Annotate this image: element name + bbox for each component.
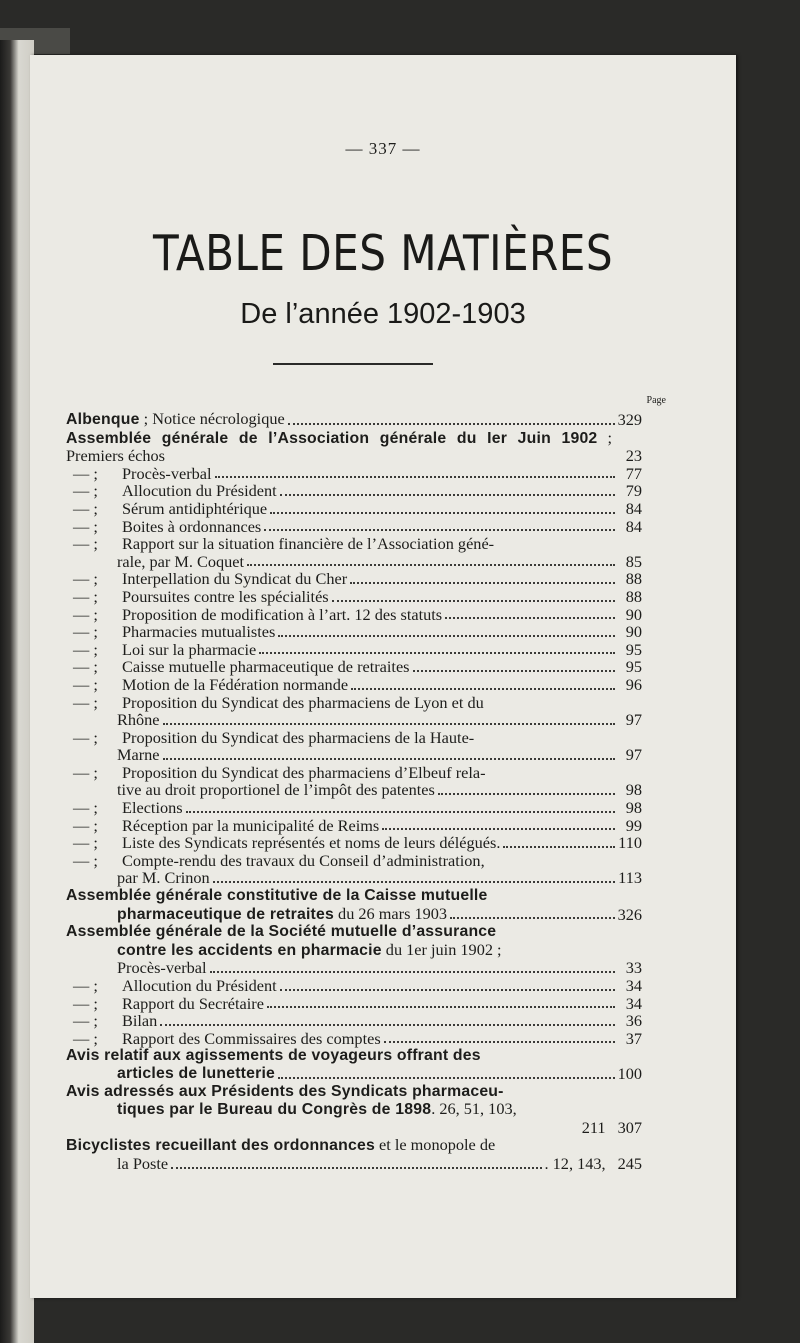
entry-page: 90 [625, 604, 642, 624]
dot-leader [215, 475, 615, 478]
toc-entry[interactable] [66, 817, 642, 835]
entry-text: Réception par la municipalité de Reims [122, 815, 380, 835]
toc-entry[interactable] [66, 658, 642, 676]
dot-leader [382, 827, 615, 830]
dot-leader [247, 563, 615, 566]
toc-entry[interactable] [66, 995, 642, 1013]
entry-heading-continued: articles de lunetterie [117, 1064, 276, 1082]
toc-entry[interactable] [66, 977, 642, 995]
dot-leader [350, 581, 615, 584]
dot-leader [438, 792, 615, 795]
entry-text: Rapport des Commissaires des comptes [122, 1028, 381, 1048]
ditto-mark: — ; [73, 639, 98, 659]
table-of-contents [66, 410, 642, 1173]
entry-text: Pharmacies mutualistes [122, 622, 276, 642]
ditto-mark: — ; [73, 850, 98, 870]
entry-text: Rapport sur la situation financière de l’Association géné- [122, 534, 495, 554]
entry-text: ; Notice nécrologique [139, 409, 285, 428]
entry-page: 84 [625, 516, 642, 536]
dot-leader [278, 1076, 615, 1079]
entry-page: 95 [625, 657, 642, 677]
entry-page: 79 [625, 481, 642, 501]
ditto-mark: — ; [73, 1011, 98, 1031]
ditto-mark: — ; [73, 569, 98, 589]
entry-text: Proposition du Syndicat des pharmaciens de Lyon et du [122, 692, 484, 712]
entry-page: 33 [625, 958, 642, 978]
toc-entry[interactable] [66, 923, 642, 977]
entry-text: Poursuites contre les spécialités [122, 586, 329, 606]
dot-leader [213, 880, 615, 883]
ditto-mark: — ; [73, 727, 98, 747]
dot-leader [267, 1005, 615, 1008]
entry-page: 90 [625, 622, 642, 642]
entry-page: 88 [625, 569, 642, 589]
entry-text: Allocution du Président [122, 976, 277, 995]
entry-page: 98 [625, 798, 642, 818]
ditto-mark: — ; [73, 993, 98, 1013]
entry-page: 99 [625, 815, 642, 835]
ditto-mark: — ; [73, 657, 98, 677]
entry-page: 113 [618, 868, 642, 888]
ditto-mark: — ; [73, 762, 98, 782]
entry-text: Proposition du Syndicat des pharmaciens de la Haute- [122, 727, 475, 747]
ditto-mark: — ; [73, 534, 98, 554]
entry-text: Interpellation du Syndicat du Cher [122, 569, 348, 589]
entry-text: Proposition de modification à l’art. 12 des statuts [122, 604, 443, 624]
entry-text: Compte-rendu des travaux du Conseil d’administration, [122, 850, 485, 870]
entry-text: Liste des Syndicats représentés et noms de leurs délégués. [122, 833, 501, 853]
entry-text-continued: tive au droit proportionel de l’impôt des patentes [117, 780, 435, 800]
ditto-mark: — ; [73, 586, 98, 606]
toc-entry[interactable] [66, 518, 642, 536]
dot-leader [351, 687, 615, 690]
entry-page: 326 [617, 904, 642, 924]
dot-leader [503, 845, 615, 848]
dot-leader [163, 722, 615, 725]
toc-entry[interactable] [66, 887, 642, 923]
entry-text: Boites à ordonnances [122, 516, 262, 536]
ditto-mark: — ; [73, 622, 98, 642]
ditto-mark: — ; [73, 516, 98, 536]
entry-text: Procès-verbal [122, 463, 212, 483]
entry-text: Motion de la Fédération normande [122, 674, 349, 694]
toc-entry[interactable] [66, 1030, 642, 1048]
ditto-mark: — ; [73, 976, 98, 995]
entry-text-continued: par M. Crinon [117, 868, 210, 888]
ditto-mark: — ; [73, 604, 98, 624]
entry-page: 100 [617, 1063, 642, 1083]
dot-leader [280, 493, 615, 496]
dot-leader [171, 1166, 541, 1169]
entry-heading: Avis adressés aux Présidents des Syndicats pharmaceu- [66, 1082, 504, 1100]
dot-leader [384, 1040, 615, 1043]
toc-entry[interactable] [66, 570, 642, 588]
entry-text: . 26, 51, 103, [431, 1099, 517, 1119]
toc-entry[interactable] [66, 799, 642, 817]
page-subtitle: De l’année 1902-1903 [240, 298, 526, 330]
ditto-mark: — ; [73, 481, 98, 501]
ditto-mark: — ; [73, 1028, 98, 1048]
entry-text: et le monopole de [374, 1135, 496, 1155]
toc-entry[interactable] [66, 676, 642, 694]
entry-page: 307 [617, 1117, 642, 1137]
entry-text-continued: rale, par M. Coquet [117, 551, 245, 571]
ditto-mark: — ; [73, 833, 98, 853]
toc-entry[interactable] [66, 1136, 642, 1172]
page-number: — 337 — [345, 139, 421, 158]
entry-page: 245 [617, 1153, 642, 1173]
ditto-mark: — ; [73, 498, 98, 518]
dot-leader [210, 970, 615, 973]
entry-text: Loi sur la pharmacie [122, 639, 257, 659]
entry-text: Allocution du Président [122, 481, 277, 501]
toc-entry[interactable] [66, 465, 642, 483]
entry-page: 34 [625, 993, 642, 1013]
toc-entry[interactable] [66, 729, 642, 764]
entry-page: 23 [625, 446, 642, 466]
ditto-mark: — ; [73, 674, 98, 694]
entry-text: du 26 mars 1903 [333, 903, 448, 923]
entry-page: 84 [625, 498, 642, 518]
entry-page: 36 [625, 1011, 642, 1031]
toc-entry[interactable] [66, 588, 642, 606]
toc-entry[interactable] [66, 852, 642, 887]
dot-leader [278, 634, 615, 637]
entry-page: 97 [625, 745, 642, 765]
dot-leader [450, 916, 615, 919]
dot-leader [445, 616, 615, 619]
entry-text: Sérum antidiphtérique [122, 498, 268, 518]
dot-leader [163, 757, 616, 760]
toc-entry[interactable] [66, 764, 642, 799]
entry-heading: Assemblée générale constitutive de la Caisse mutuelle [66, 887, 488, 905]
entry-page: 88 [625, 586, 642, 606]
entry-heading: Assemblée générale de la Société mutuelle d’assurance [66, 923, 497, 941]
entry-heading: Bicyclistes recueillant des ordonnances [66, 1137, 375, 1155]
ditto-mark: — ; [73, 463, 98, 483]
toc-entry[interactable] [66, 482, 642, 500]
entry-page: 95 [625, 639, 642, 659]
entry-text: Bilan [122, 1011, 158, 1031]
entry-text: du 1er juin 1902 ; [381, 939, 502, 959]
entry-text: Elections [122, 798, 183, 818]
entry-page: 77 [625, 463, 642, 483]
adjacent-page-edge [0, 40, 34, 1343]
entry-heading-continued: pharmaceutique de retraites [117, 905, 334, 923]
entry-heading: Assemblée générale de l’Association générale du Ier Juin 1902 [66, 429, 598, 447]
entry-text-continued: la Poste [117, 1153, 169, 1173]
dot-leader [264, 528, 615, 531]
toc-entry[interactable] [66, 641, 642, 659]
toc-entry[interactable] [66, 623, 642, 641]
entry-page: 110 [618, 833, 642, 853]
toc-entry[interactable] [66, 834, 642, 852]
document-page [30, 55, 736, 1298]
entry-text: Proposition du Syndicat des pharmaciens d’Elbeuf rela- [122, 762, 486, 782]
dot-leader [280, 988, 615, 991]
entry-page: 97 [625, 710, 642, 730]
entry-page: 98 [625, 780, 642, 800]
entry-page: 34 [625, 976, 642, 995]
entry-heading: Avis relatif aux agissements de voyageurs offrant des [66, 1047, 481, 1065]
entry-extra-page: 211 [581, 1117, 606, 1137]
toc-entry[interactable] [66, 606, 642, 624]
ditto-mark: — ; [73, 798, 98, 818]
entry-page: 37 [625, 1028, 642, 1048]
entry-page: 85 [625, 551, 642, 571]
toc-entry[interactable] [66, 1012, 642, 1030]
page-column-heading: Page [646, 395, 666, 406]
entry-text: Caisse mutuelle pharmaceutique de retraites [122, 657, 410, 677]
entry-text-continued: Procès-verbal [117, 958, 207, 978]
entry-text: Rapport du Secrétaire [122, 993, 264, 1013]
dot-leader [288, 422, 615, 425]
toc-entry[interactable] [66, 429, 642, 465]
ditto-mark: — ; [73, 815, 98, 835]
entry-heading: Albenque [66, 411, 140, 428]
ditto-mark: — ; [73, 692, 98, 712]
toc-entry[interactable] [66, 694, 642, 729]
toc-entry[interactable] [66, 500, 642, 518]
entry-text-continued: Marne [117, 745, 160, 765]
entry-extra-pages: . 12, 143, [544, 1153, 606, 1173]
dot-leader [160, 1023, 615, 1026]
toc-entry[interactable] [66, 1083, 642, 1137]
entry-text: ; Premiers échos [66, 427, 612, 466]
entry-text-continued: Rhône [117, 710, 160, 730]
entry-page: 96 [625, 674, 642, 694]
title-divider [273, 363, 433, 365]
entry-page: 329 [617, 410, 642, 429]
toc-entry[interactable] [66, 535, 642, 570]
dot-leader [259, 651, 615, 654]
dot-leader [186, 810, 615, 813]
page-title: TABLE DES MATIÈRES [152, 225, 614, 282]
toc-entry[interactable] [66, 1047, 642, 1082]
dot-leader [270, 511, 615, 514]
toc-entry[interactable] [66, 410, 642, 429]
dot-leader [332, 599, 615, 602]
entry-heading-continued: tiques par le Bureau du Congrès de 1898 [117, 1101, 432, 1119]
entry-heading-continued: contre les accidents en pharmacie [117, 941, 382, 959]
dot-leader [413, 669, 615, 672]
